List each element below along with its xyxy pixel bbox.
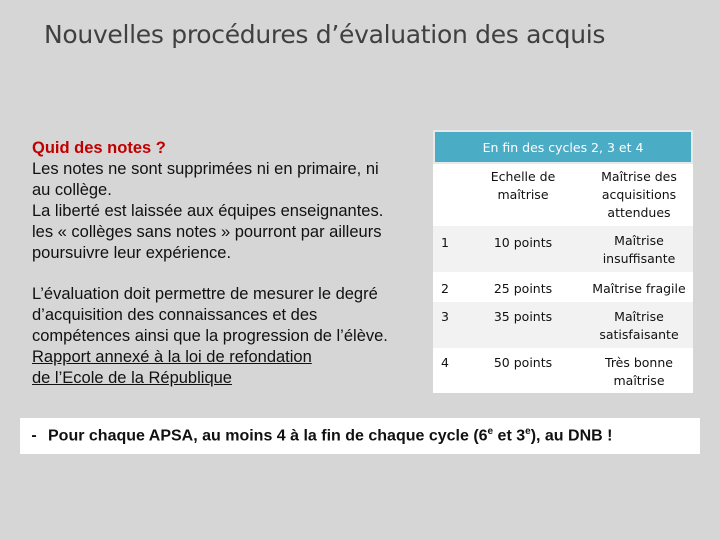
text-line: La liberté est laissée aux équipes enseignantes.: [32, 202, 384, 220]
section-heading: Quid des notes ?: [32, 139, 166, 157]
level-cell: 1: [441, 235, 449, 250]
text-line: compétences ainsi que la progression de l’élève.: [32, 327, 388, 345]
level-cell: 4: [441, 355, 449, 370]
page-title: Nouvelles procédures d’évaluation des acquis: [44, 20, 606, 49]
table-header-row: [433, 164, 693, 226]
label-cell: Maîtrise insuffisante: [602, 233, 676, 266]
level-cell: 3: [441, 309, 449, 324]
level-cell: 2: [441, 281, 449, 296]
footer-text: Pour chaque APSA, au moins 4 à la fin de chaque cycle (6e et 3e), au DNB !: [48, 426, 613, 445]
label-cell: Très bonne maîtrise: [605, 355, 673, 388]
footer-banner: [20, 418, 700, 454]
label-cell: Maîtrise satisfaisante: [599, 309, 679, 342]
table-row: [433, 272, 693, 302]
points-cell: 35 points: [493, 309, 553, 324]
text-line: L’évaluation doit permettre de mesurer le degré: [32, 285, 378, 303]
table-row: [433, 348, 693, 393]
text-block: [32, 138, 427, 389]
text-line: d’acquisition des connaissances et des: [32, 306, 318, 324]
mastery-table: [433, 130, 693, 393]
text-line: Les notes ne sont supprimées ni en primaire, ni: [32, 160, 379, 178]
table-row: [433, 226, 693, 272]
column-header: Maîtrise des acquisitions attendues: [601, 169, 677, 220]
label-cell: Maîtrise fragile: [592, 281, 686, 296]
text-line: poursuivre leur expérience.: [32, 244, 232, 262]
table-row: [433, 302, 693, 348]
report-link[interactable]: Rapport annexé à la loi de refondation: [32, 348, 312, 366]
report-link[interactable]: de l’Ecole de la République: [32, 369, 232, 387]
table-header: En fin des cycles 2, 3 et 4: [433, 130, 693, 164]
points-cell: 10 points: [493, 235, 553, 250]
points-cell: 25 points: [493, 281, 553, 296]
bullet-dash: -: [31, 427, 37, 444]
points-cell: 50 points: [493, 355, 553, 370]
column-header: Echelle de maîtrise: [490, 169, 556, 202]
text-line: les « collèges sans notes » pourront par ailleurs: [32, 223, 382, 241]
text-line: au collège.: [32, 181, 112, 199]
